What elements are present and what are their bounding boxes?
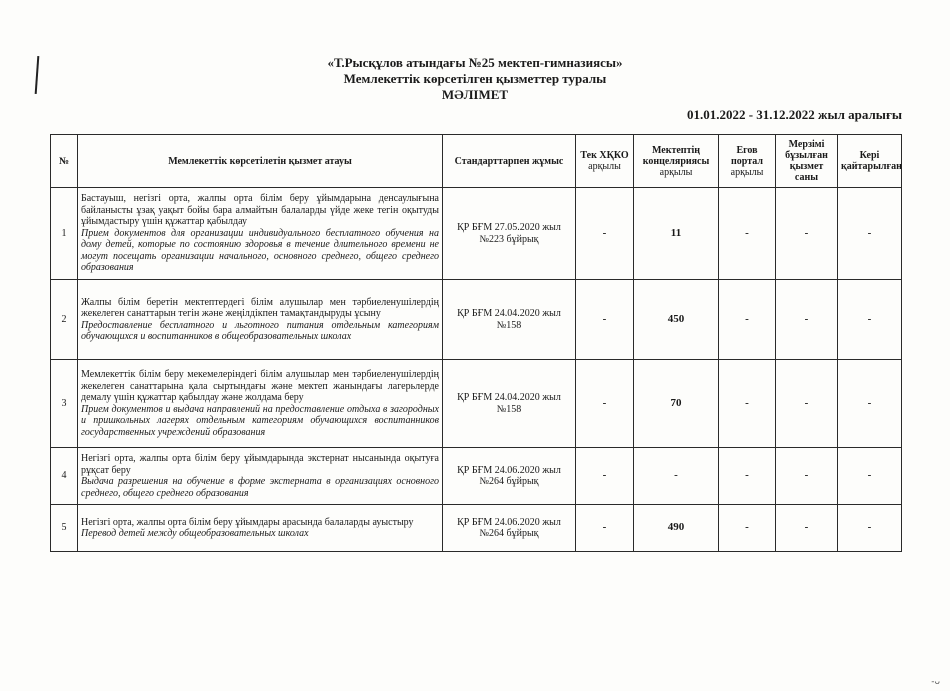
standard-cell: ҚР БҒМ 27.05.2020 жыл №223 бұйрық bbox=[443, 188, 576, 280]
standard-cell: ҚР БҒМ 24.04.2020 жыл №158 bbox=[443, 360, 576, 448]
service-name-cell bbox=[78, 448, 443, 505]
service-name-ru: Выдача разрешения на обучение в форме экстерната в организациях основного среднего, общего среднего образования bbox=[81, 476, 439, 499]
service-name-ru: Прием документов и выдача направлений на предоставление отдыха в загородных и пришкольных лагерях отдельным категориям обучающихся воспитанников государственных учреждений образования bbox=[81, 403, 439, 438]
returned-value: - bbox=[838, 448, 902, 505]
col-office-title: Мектептің концеляриясы bbox=[642, 144, 710, 167]
egov-value: - bbox=[719, 280, 776, 360]
tek-value: - bbox=[576, 448, 634, 505]
services-table bbox=[50, 134, 902, 552]
standard-cell: ҚР БҒМ 24.04.2020 жыл №158 bbox=[443, 280, 576, 360]
service-name-cell bbox=[78, 505, 443, 552]
service-name-ru: Прием документов для организации индивидуального бесплатного обучения на дому детей, которые по состоянию здоровья в течение длительного времени не могут посещать организации начального, основного среднего, общего среднего образования bbox=[81, 227, 439, 274]
overdue-value: - bbox=[776, 448, 838, 505]
document-header bbox=[0, 55, 950, 103]
egov-value: - bbox=[719, 188, 776, 280]
returned-value: - bbox=[838, 360, 902, 448]
service-name-cell bbox=[78, 360, 443, 448]
row-number: 2 bbox=[51, 280, 78, 360]
col-returned: Кері қайтарылған bbox=[838, 135, 902, 188]
overdue-value: - bbox=[776, 280, 838, 360]
tek-value: - bbox=[576, 360, 634, 448]
table-row bbox=[51, 505, 902, 552]
col-egov-sub: арқылы bbox=[730, 166, 764, 178]
returned-value: - bbox=[838, 188, 902, 280]
egov-value: - bbox=[719, 448, 776, 505]
table-row bbox=[51, 188, 902, 280]
row-number: 1 bbox=[51, 188, 78, 280]
overdue-value: - bbox=[776, 505, 838, 552]
tek-value: - bbox=[576, 280, 634, 360]
service-name-ru: Перевод детей между общеобразовательных школах bbox=[81, 528, 309, 539]
row-number: 3 bbox=[51, 360, 78, 448]
service-name-kz: Жалпы білім беретін мектептердегі білім алушылар мен тәрбиеленушілердің жекелеген санаттарын тегін және жеңілдікпен тамақтандыруды ұсыну bbox=[81, 296, 439, 319]
service-name-kz: Негізгі орта, жалпы орта білім беру ұйымдары арасында балаларды ауыстыру bbox=[81, 516, 414, 528]
table-header-row bbox=[51, 135, 902, 188]
overdue-value: - bbox=[776, 188, 838, 280]
service-name-cell bbox=[78, 188, 443, 280]
col-egov bbox=[719, 135, 776, 188]
col-overdue: Мерзімі бұзылған қызмет саны bbox=[776, 135, 838, 188]
standard-cell: ҚР БҒМ 24.06.2020 жыл №264 бұйрық bbox=[443, 448, 576, 505]
corner-mark: -ᴗ bbox=[931, 677, 940, 687]
egov-value: - bbox=[719, 360, 776, 448]
table-row bbox=[51, 280, 902, 360]
row-number: 5 bbox=[51, 505, 78, 552]
table-row bbox=[51, 448, 902, 505]
egov-value: - bbox=[719, 505, 776, 552]
col-tek bbox=[576, 135, 634, 188]
col-service-name: Мемлекеттік көрсетілетін қызмет атауы bbox=[78, 135, 443, 188]
document-subtitle: Мемлекеттік көрсетілген қызметтер туралы bbox=[343, 71, 607, 86]
col-tek-sub: арқылы bbox=[588, 161, 621, 172]
service-name-ru: Предоставление бесплатного и льготного питания отдельным категориям обучающихся и воспитанников в общеобразовательных школах bbox=[81, 319, 439, 342]
tek-value: - bbox=[576, 188, 634, 280]
office-value: 490 bbox=[634, 505, 719, 552]
overdue-value: - bbox=[776, 360, 838, 448]
table-row bbox=[51, 360, 902, 448]
returned-value: - bbox=[838, 280, 902, 360]
office-value: - bbox=[634, 448, 719, 505]
col-tek-title: Тек ХҚКО bbox=[580, 150, 629, 161]
school-name: «Т.Рысқұлов атындағы №25 мектеп-гимназиясы» bbox=[327, 55, 623, 70]
office-value: 70 bbox=[634, 360, 719, 448]
col-standard: Стандарттарпен жұмыс bbox=[443, 135, 576, 188]
col-num: № bbox=[51, 135, 78, 188]
document-title: МӘЛІМЕТ bbox=[441, 87, 509, 102]
service-name-cell bbox=[78, 280, 443, 360]
office-value: 450 bbox=[634, 280, 719, 360]
service-name-kz: Мемлекеттік білім беру мекемелеріндегі білім алушылар мен тәрбиеленушілердің жекелеген санаттарына қала сыртындағы және мектеп жанындағы лагерьлерде демалу үшін құжаттар қабылдау және жолдама беру bbox=[81, 369, 439, 403]
col-office bbox=[634, 135, 719, 188]
returned-value: - bbox=[838, 505, 902, 552]
standard-cell: ҚР БҒМ 24.06.2020 жыл №264 бұйрық bbox=[443, 505, 576, 552]
col-egov-title: Егов портал bbox=[731, 144, 763, 167]
reporting-period: 01.01.2022 - 31.12.2022 жыл аралығы bbox=[686, 107, 902, 122]
service-name-kz: Бастауыш, негізгі орта, жалпы орта білім беру ұйымдарына денсаулығына байланысты ұзақ уақыт бойы бара алмайтын балаларды үйде жеке тегін оқытуды ұйымдастыру үшін құжаттар қабылдау bbox=[81, 193, 439, 228]
office-value: 11 bbox=[634, 188, 719, 280]
service-name-kz: Негізгі орта, жалпы орта білім беру ұйымдарында экстернат нысанында оқытуға рұқсат беру bbox=[81, 453, 439, 476]
row-number: 4 bbox=[51, 448, 78, 505]
col-office-sub: арқылы bbox=[659, 166, 693, 178]
tek-value: - bbox=[576, 505, 634, 552]
